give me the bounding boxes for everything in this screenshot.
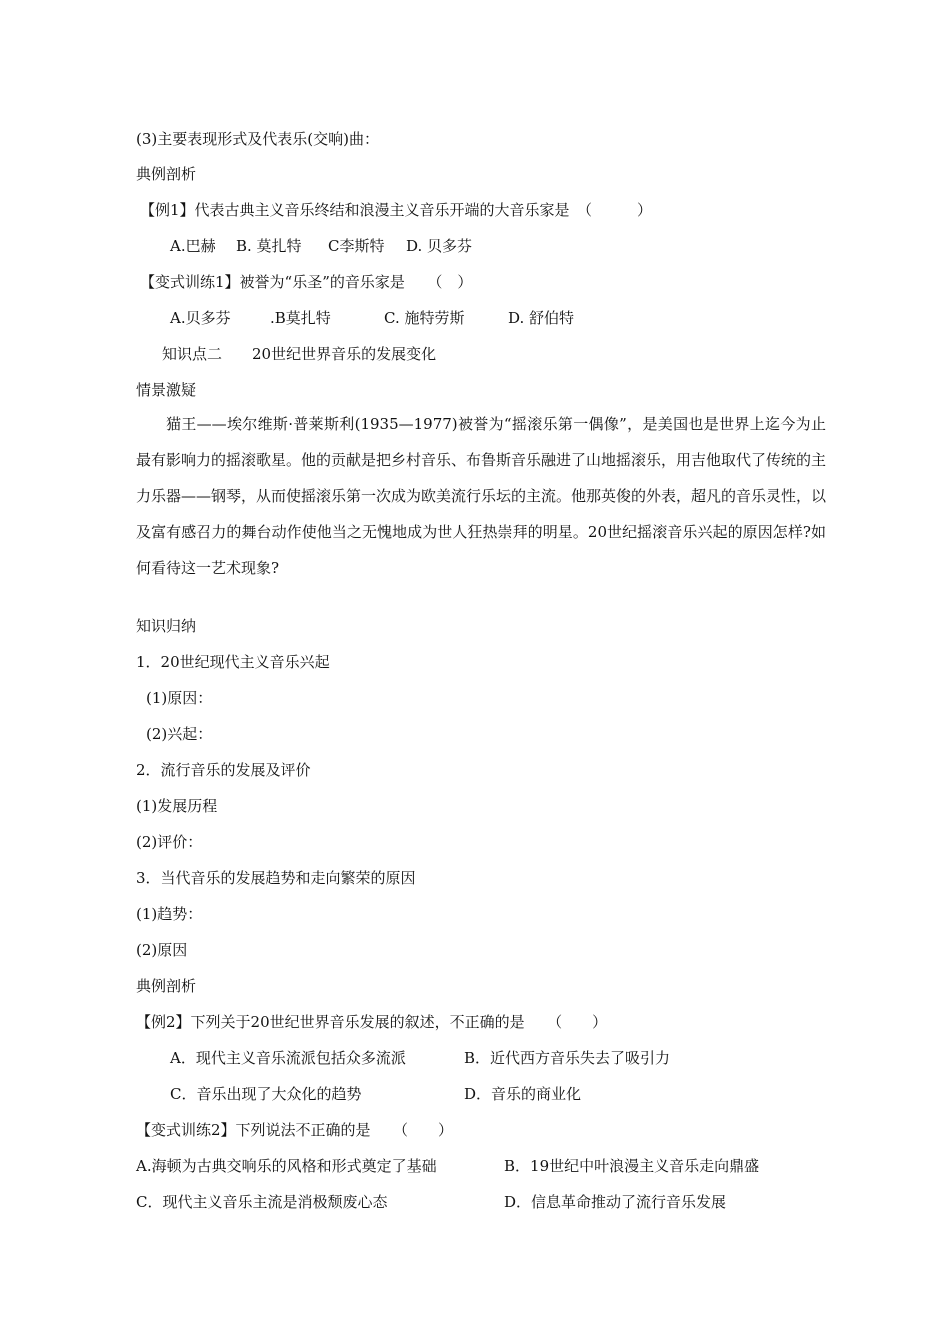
section-3-item-a: (1)趋势：	[136, 905, 203, 923]
section-3-title: 3．当代音乐的发展趋势和走向繁荣的原因	[136, 869, 416, 887]
example-2-option-d: D．音乐的商业化	[464, 1085, 582, 1103]
scenario-passage: 猫王——埃尔维斯·普莱斯利(1935—1977)被誉为“摇滚乐第一偶像”，是美国也是世界上迄今为止最有影响力的摇滚歌星。他的贡献是把乡村音乐、布鲁斯音乐融进了山地摇滚乐，用吉他取代了传统的主力乐器——钢琴，从而使摇滚乐第一次成为欧美流行乐坛的主流。他那英俊的外表，超凡的音乐灵性，以及富有感召力的舞台动作使他当之无愧地成为世人狂热崇拜的明星。20世纪摇滚音乐兴起的原因怎样?如何看待这一艺术现象?	[136, 415, 827, 577]
variation-2-option-a: A.海顿为古典交响乐的风格和形式奠定了基础	[136, 1157, 437, 1175]
example-1-question: 【例1】代表古典主义音乐终结和浪漫主义音乐开端的大音乐家是 （ ）	[140, 201, 653, 219]
example-1-option-a: A.巴赫	[170, 237, 216, 255]
variation-1-option-b: .B莫扎特	[270, 309, 331, 327]
section-2-title: 2．流行音乐的发展及评价	[136, 761, 311, 779]
variation-2-option-d: D．信息革命推动了流行音乐发展	[504, 1193, 727, 1211]
variation-1-option-a: A.贝多芬	[170, 309, 231, 327]
variation-1-question: 【变式训练1】被誉为“乐圣”的音乐家是 （ ）	[140, 273, 473, 291]
example-1-option-b: B. 莫扎特	[236, 237, 302, 255]
example-1-option-d: D. 贝多芬	[406, 237, 473, 255]
heading-scenario: 情景激疑	[136, 381, 197, 399]
section-2-item-b: (2)评价：	[136, 833, 203, 851]
heading-analysis-1: 典例剖析	[136, 165, 197, 183]
section-1-title: 1．20世纪现代主义音乐兴起	[136, 653, 330, 671]
variation-2-option-c: C．现代主义音乐主流是消极颓废心态	[136, 1193, 388, 1211]
variation-2-option-b: B．19世纪中叶浪漫主义音乐走向鼎盛	[504, 1157, 760, 1175]
section-2-item-a: (1)发展历程	[136, 797, 218, 815]
section-1-item-b: (2)兴起：	[146, 725, 213, 743]
heading-analysis-2: 典例剖析	[136, 977, 197, 995]
section-3-item-b: (2)原因	[136, 941, 188, 959]
variation-1-option-d: D. 舒伯特	[508, 309, 575, 327]
section-1-item-a: (1)原因：	[146, 689, 213, 707]
example-2-option-a: A．现代主义音乐流派包括众多流派	[170, 1049, 406, 1067]
variation-2-question: 【变式训练2】下列说法不正确的是 （ ）	[136, 1121, 454, 1139]
example-2-option-b: B．近代西方音乐失去了吸引力	[464, 1049, 671, 1067]
heading-summary: 知识归纳	[136, 617, 197, 635]
example-2-option-c: C．音乐出现了大众化的趋势	[170, 1085, 362, 1103]
example-2-question: 【例2】下列关于20世纪世界音乐发展的叙述，不正确的是 （ ）	[136, 1013, 608, 1031]
variation-1-option-c: C. 施特劳斯	[384, 309, 465, 327]
example-1-option-c: C李斯特	[328, 237, 385, 255]
knowledge-point-2: 知识点二 20世纪世界音乐的发展变化	[162, 345, 437, 363]
form-item: (3)主要表现形式及代表乐(交响)曲：	[136, 130, 379, 148]
